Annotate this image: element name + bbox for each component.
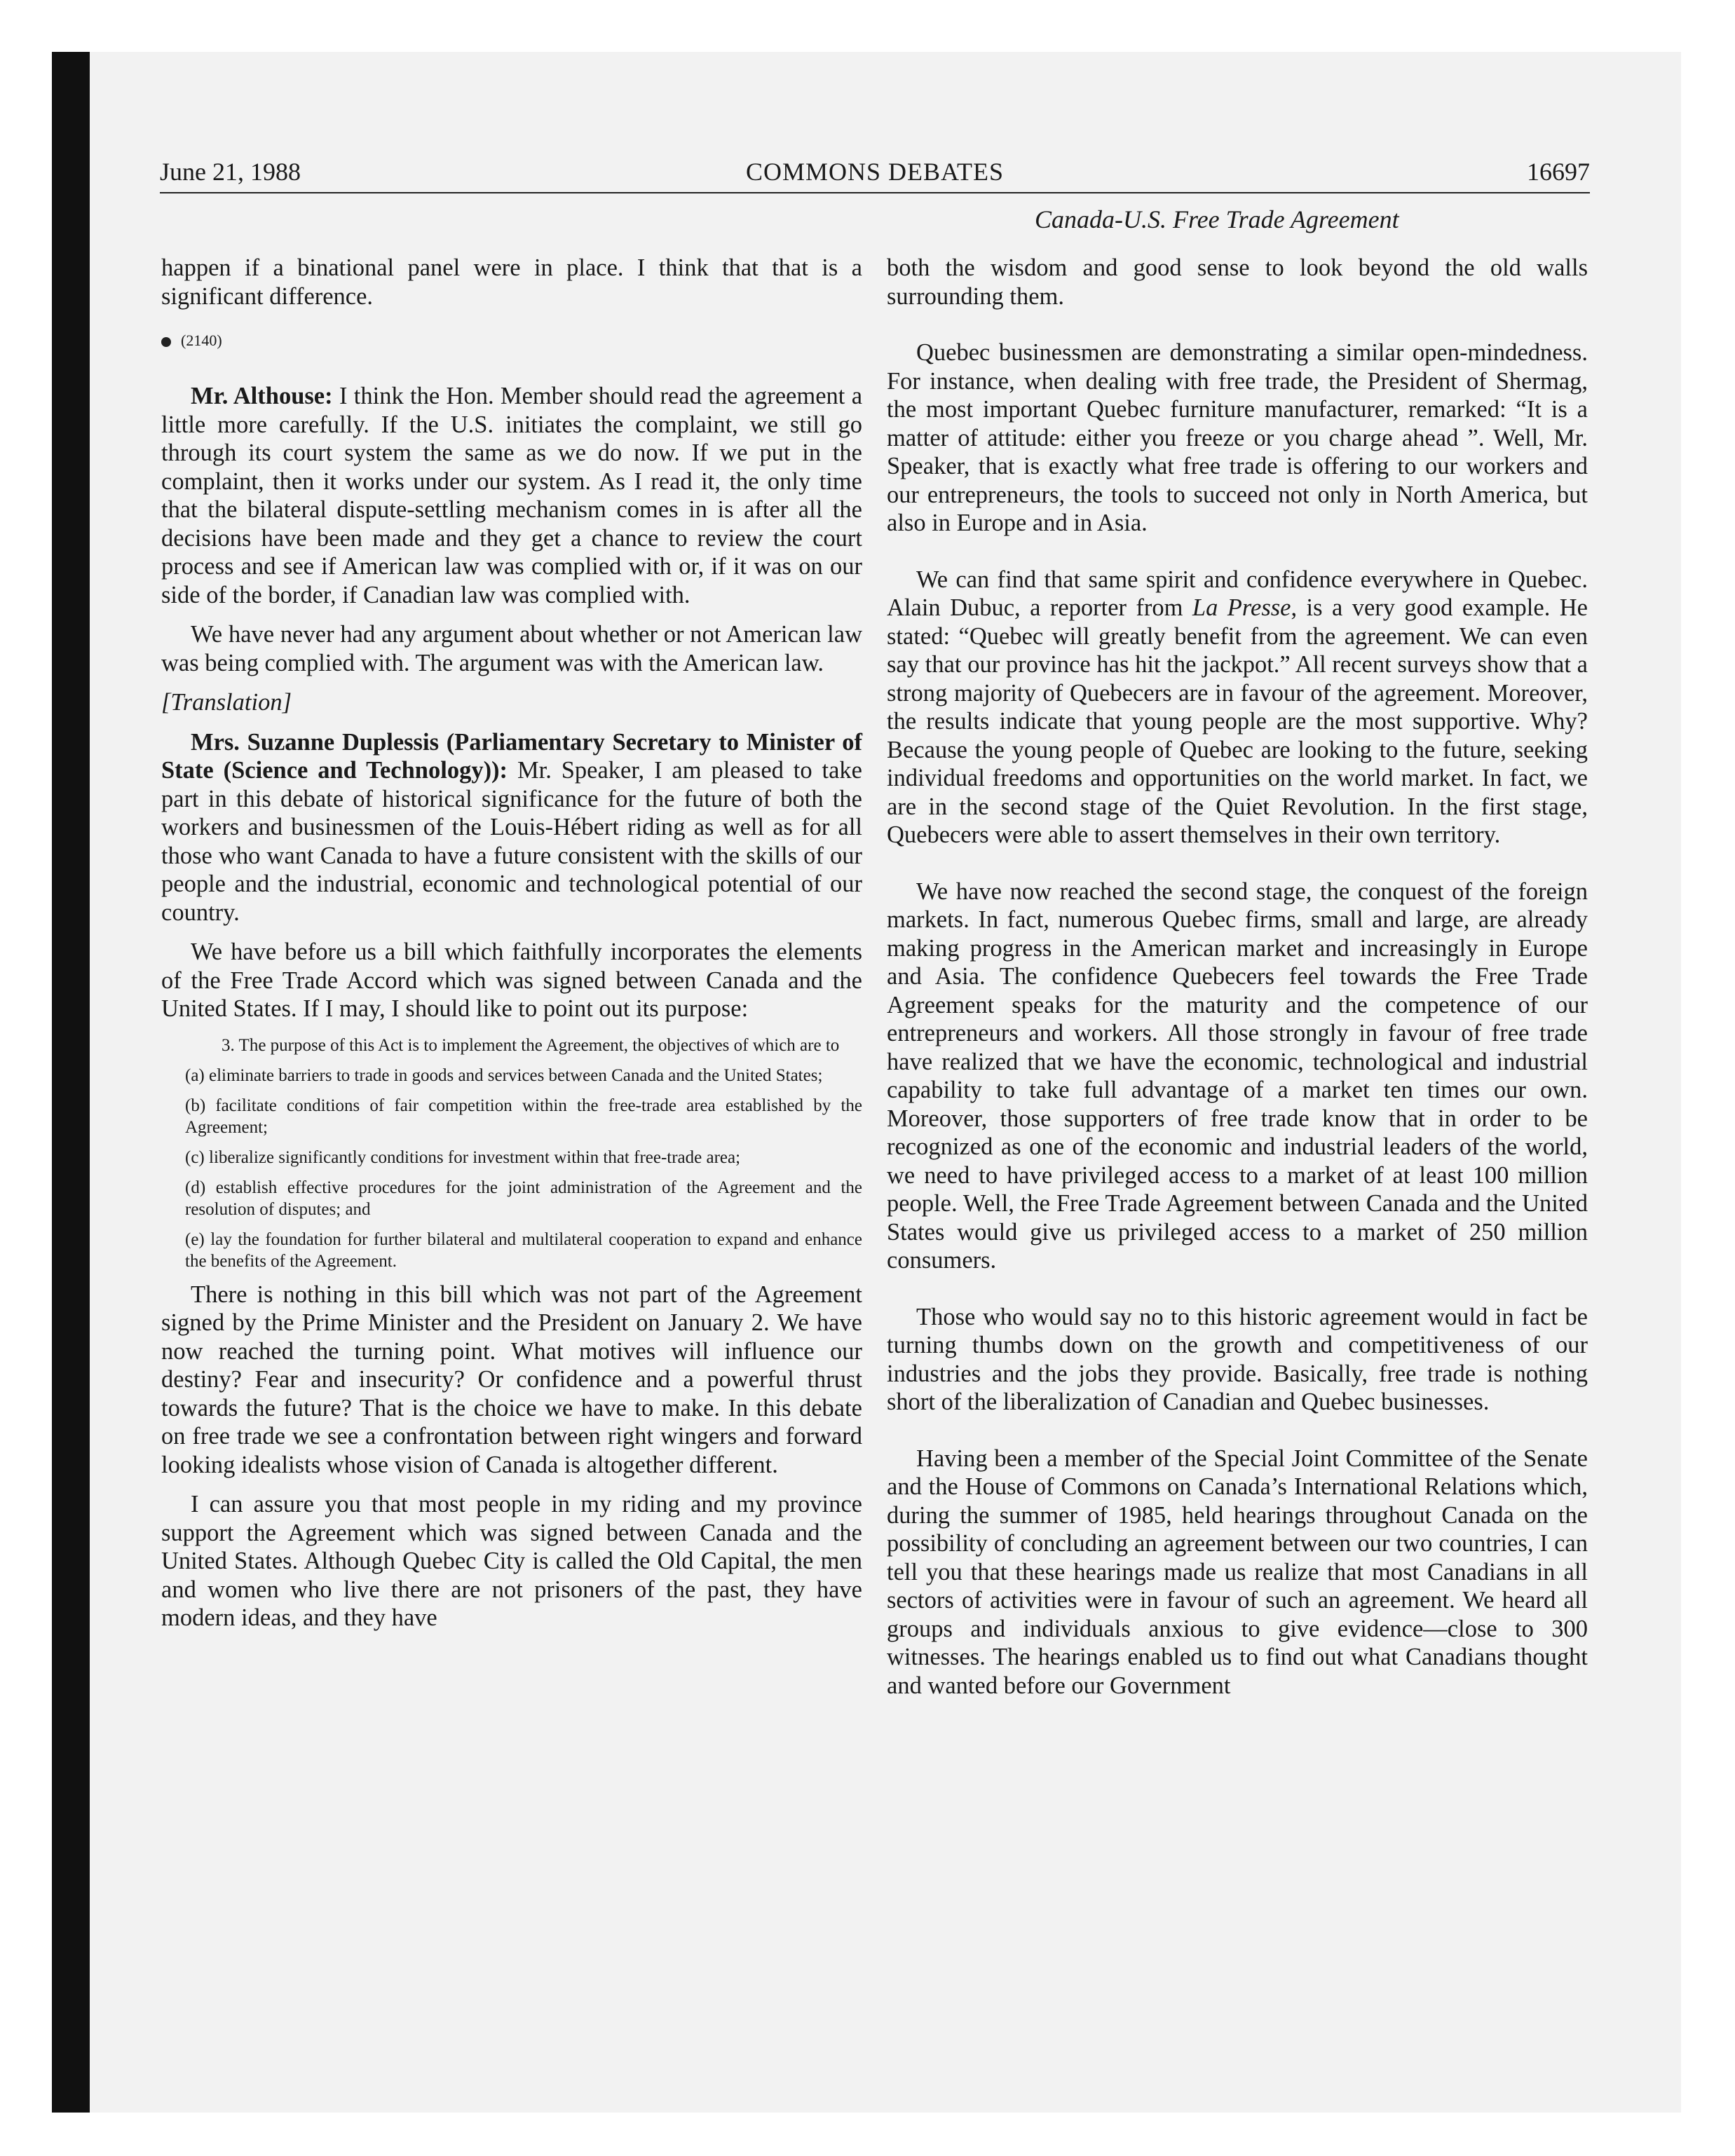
time-marker-text: (2140) xyxy=(181,332,222,349)
header-title: COMMONS DEBATES xyxy=(745,158,1005,186)
spirit-text-b: , is a very good example. He stated: “Quebec will greatly benefit from the agreement. We can even say that our province has hit the jackpot.” All recent surveys show that a strong majority of Quebecers are in favour of the agreement. Moreover, the results indicate that young people are the most supportive. Why? Because the young people of Quebec are looking to the future, seeking individual freedoms and opportunities on the world market. In fact, we are in the second stage of the Quiet Revolution. In the first stage, Quebecers were able to assert themselves in their own territory. xyxy=(887,594,1588,848)
bullet-icon xyxy=(161,337,171,347)
duplessis-text: Mr. Speaker, I am pleased to take part in this debate of historical significance for the future of both the workers and businessmen of the Louis-Hébert riding as well as for all those who want Canada to have a future consistent with the skills of our people and the industrial, economic and technological potential of our country. xyxy=(161,757,862,926)
right-column xyxy=(887,254,1588,1711)
publication-name: La Presse xyxy=(1192,594,1291,621)
quote-item: (b) facilitate conditions of fair competition within the free-trade area established by the Agreement; xyxy=(185,1096,862,1137)
speaker-althouse: Mr. Althouse: xyxy=(191,383,333,409)
paragraph-committee: Having been a member of the Special Joint Committee of the Senate and the House of Commons on Canada’s International Relations which, during the summer of 1985, held hearings throughout Canada on the possibility of concluding an agreement between our two countries, I can tell you that these hearings made us realize that most Canadians in all sectors of activities were in favour of such an agreement. We heard all groups and individuals anxious to give evidence—close to 300 witnesses. The hearings enabled us to find out what Canadians thought and wanted before our Government xyxy=(887,1445,1588,1699)
paragraph-nothing: There is nothing in this bill which was not part of the Agreement signed by the Prime Minister and the President on January 2. We have now reached the turning point. What motives will influence our destiny? Fear and insecurity? Or confidence and a powerful thrust towards the future? That is the choice we have to make. In this debate on free trade we see a confrontation between right wingers and forward looking idealists whose vision of Canada is altogether different. xyxy=(161,1281,862,1478)
speaker-duplessis: Mrs. Suzanne Duplessis (Parliamentary Secretary to Minister of State (Science and Technology)): xyxy=(161,728,862,784)
topic-heading: Canada-U.S. Free Trade Agreement xyxy=(1035,205,1399,233)
paragraph-second-stage: We have now reached the second stage, the conquest of the foreign markets. In fact, numerous Quebec firms, small and large, are already making progress in the American market and increasingly in Europe and Asia. The confidence Quebecers feel towards the Free Trade Agreement speaks for the maturity and the competence of our entrepreneurs and workers. All those strongly in favour of free trade have realized that we have the economic, technological and industrial capability to take full advantage of a market ten times our own. Moreover, those supporters of free trade know that in order to be recognized as one of the economic and industrial leaders of the world, we need to have privileged access to a market of at least 100 million people. Well, the Free Trade Agreement between Canada and the United States would give us privileged access to a market of 250 million consumers. xyxy=(887,878,1588,1274)
header-rule xyxy=(160,192,1590,193)
paragraph-assure: I can assure you that most people in my riding and my province support the Agreement which was signed between Canada and the United States. Although Quebec City is called the Old Capital, the men and women who live there are not prisoners of the past, they have modern ideas, and they have xyxy=(161,1491,862,1631)
paragraph-continuation: both the wisdom and good sense to look beyond the old walls surrounding them. xyxy=(887,254,1588,310)
paragraph-duplessis xyxy=(161,728,862,927)
paragraph-intro: happen if a binational panel were in place. I think that that is a significant difference. xyxy=(161,254,862,310)
paragraph-argument: We have never had any argument about whether or not American law was being complied with. The argument was with the American law. xyxy=(161,621,862,676)
scan-border xyxy=(52,52,90,2113)
header-page-number: 16697 xyxy=(1527,158,1590,186)
left-column xyxy=(161,254,862,1644)
quote-item: (c) liberalize significantly conditions for investment within that free-trade area; xyxy=(185,1147,741,1167)
paragraph-bill: We have before us a bill which faithfully incorporates the elements of the Free Trade Accord which was signed between Canada and the United States. If I may, I should like to point out its purpose: xyxy=(161,939,862,1022)
quote-intro: 3. The purpose of this Act is to implement the Agreement, the objectives of which are to xyxy=(222,1035,840,1055)
time-marker xyxy=(161,330,862,351)
quote-item: (a) eliminate barriers to trade in goods and services between Canada and the United States; xyxy=(185,1065,823,1085)
header-date: June 21, 1988 xyxy=(160,158,301,186)
spirit-text-a: We can find that same spirit and confidence everywhere in Quebec. Alain Dubuc, a reporter from xyxy=(887,566,1588,621)
paragraph-spirit xyxy=(887,566,1588,850)
quote-item: (d) establish effective procedures for the joint administration of the Agreement and the resolution of disputes; and xyxy=(185,1178,862,1219)
althouse-text: I think the Hon. Member should read the agreement a little more carefully. If the U.S. initiates the complaint, we still go through its court system the same as we do now. If we put in the complaint, then it works under our system. As I read it, the only time that the bilateral dispute-settling mechanism comes in is after all the decisions have been made and they get a chance to review the court process and see if American law was complied with or, if it was on our side of the border, if Canadian law was complied with. xyxy=(161,383,863,608)
paragraph-althouse xyxy=(161,382,862,609)
translation-label: [Translation] xyxy=(161,689,292,716)
paragraph-businessmen: Quebec businessmen are demonstrating a similar open-mindedness. For instance, when dealing with free trade, the President of Shermag, the most important Quebec furniture manufacturer, remarked: “It is a matter of attitude: either you freeze or you charge ahead ”. Well, Mr. Speaker, that is exactly what free trade is offering to our workers and our entrepreneurs, the tools to succeed not only in North America, but also in Europe and in Asia. xyxy=(887,339,1588,536)
paragraph-say-no: Those who would say no to this historic agreement would in fact be turning thumbs down on the growth and competitiveness of our industries and the jobs they provide. Basically, free trade is nothing short of the liberalization of Canadian and Quebec businesses. xyxy=(887,1303,1588,1415)
quote-item: (e) lay the foundation for further bilateral and multilateral cooperation to expand and enhance the benefits of the Agreement. xyxy=(185,1229,862,1271)
page-header xyxy=(160,154,1590,191)
act-quote xyxy=(161,1035,862,1272)
